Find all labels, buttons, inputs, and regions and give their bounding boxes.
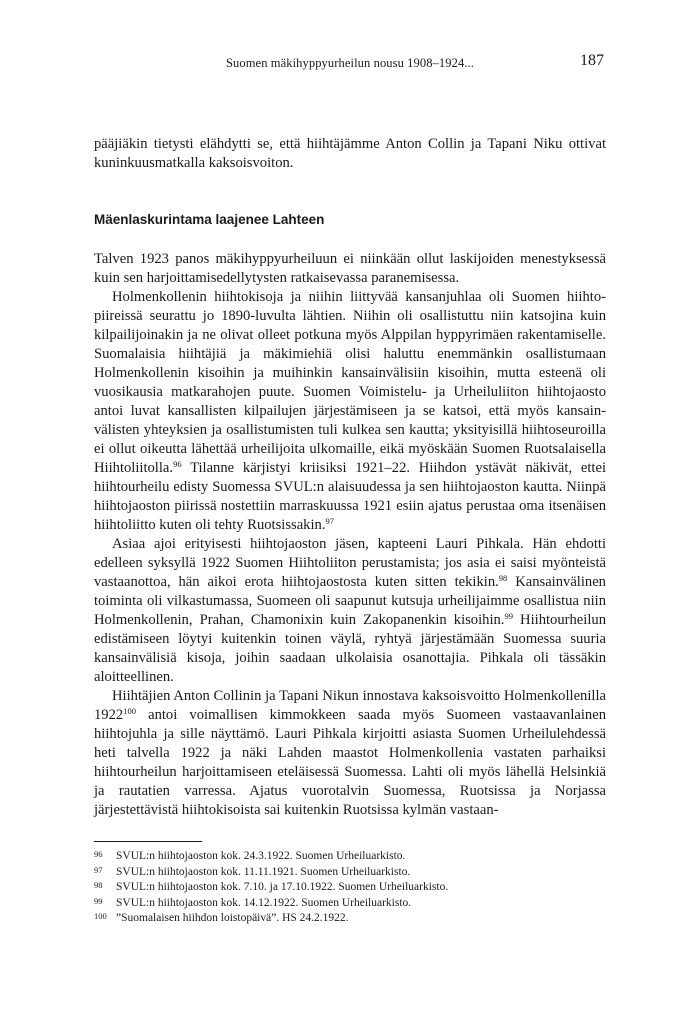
- paragraph-text: Kansainvälinen toiminta oli vilkastumassa, Suomeen oli saapunut kutsuja urheilijaimme osallistua niin Holmenkollenin, Prahan, Chamonixin kuin Zakopanenkin kisoihin.: [94, 574, 606, 628]
- footnote: [94, 911, 606, 927]
- footnote-number: 96: [94, 849, 103, 859]
- section-heading: Mäenlaskurintama laajenee Lahteen: [94, 212, 325, 227]
- footnote-text: SVUL:n hiihtojaoston kok. 11.11.1921. Suomen Urheiluarkisto.: [116, 865, 411, 878]
- footnotes: [94, 849, 606, 927]
- footnote-number: 100: [94, 911, 107, 921]
- body-text: [94, 135, 606, 820]
- running-header: [94, 52, 606, 74]
- paragraph: Talven 1923 panos mäkihyppyurheiluun ei niinkään ollut laskijoiden menestyksessä kuin sen harjoittamisedellytysten ratkaisevassa paranemisessa.: [94, 251, 606, 286]
- footnote: [94, 849, 606, 865]
- footnote-ref-96[interactable]: 96: [173, 459, 182, 469]
- footnote-number: 99: [94, 895, 103, 906]
- footnote-ref-98[interactable]: 98: [498, 573, 508, 583]
- paragraph-text: antoi voimallisen kimmokkeen saada myös Suomeen vastaavanlainen hiihtojuhla ja sille näyttämö. Lauri Pihkala kirjoitti asiasta Suomen Urheilulehdessä heti talvella 1922 ja näki Lahden maastot Holmenkollenia vastaten parhaiksi hiihtourheilun harjoittamiseen eteläisessä Suomessa. Lahti oli myös lähellä Helsinkiä ja rautatien varressa. Ajatus vuorotalvin Suomessa, Ruotsissa ja Norjassa järjestettävistä hiihtokisoista sai kuitenkin Ruotsissa kylmän vastaan-: [94, 707, 606, 818]
- paragraph-text: Hiihtäjien Anton Collinin ja Tapani Nikun innostava kaksoisvoitto Holmenkollenilla 1922: [94, 688, 606, 723]
- paragraph-text: Tilanne kärjistyi kriisiksi 1921–22. Hiihdon ystävät näkivät, ettei hiihtourheilu edisty Suomessa SVUL:n alaisuudessa ja sen hiihtojaoston kautta. Niinpä hiihtojaoston piirissä nostettiin marraskuussa 1921 esiin ajatus perustaa oma itsenäisen hiihtoliitto kuten oli tehty Ruotsissakin.: [94, 460, 606, 533]
- paragraph-text: Holmenkollenin hiihtokisoja ja niihin liittyvää kansanjuhlaa oli Suomen hiihtopiireissä seurattu jo 1890-luvulta lähtien. Niihin oli osallistuttu niin katsojina kuin kilpailijoinakin ja ne olivat olleet potkuna myös Alppilan hyppyrimäen rakentamiselle. Suomalaisia hiihtäjiä ja mäkimiehiä olisi haluttu enemmänkin osallistumaan Holmenkollenin kisoihin ja muihinkin kansainvälisiin kisoihin, mutta esteenä oli vuosikausia matkarahojen puute. Suomen Voimistelu- ja Urheiluliiton hiihtojaosto antoi luvat kansallisten kilpailujen järjestämiseen ja se katsoi, että myös kansainvälisten yhteyksien ja osallistumisten tuli kulkea sen kautta; yksityisillä hiihtoseuroilla ei ollut oikeutta lähettää urheilijoita ulkomaille, eikä myöskään Suomen Ruotsalaisella Hiihtoliitolla.: [94, 289, 606, 476]
- paragraph: [94, 288, 606, 535]
- footnote-ref-97[interactable]: 97: [325, 516, 334, 526]
- footnote-text: SVUL:n hiihtojaoston kok. 24.3.1922. Suomen Urheiluarkisto.: [116, 850, 406, 862]
- paragraph: [94, 687, 606, 820]
- footnote-text: ”Suomalaisen hiihdon loistopäivä”. HS 24.2.1922.: [116, 912, 349, 924]
- paragraph-continued: pääjiäkin tietysti elähdytti se, että hiihtäjämme Anton Collin ja Tapani Niku ottivat kuninkuusmatkalla kaksoisvoiton.: [94, 136, 606, 171]
- footnote-text: SVUL:n hiihtojaoston kok. 7.10. ja 17.10.1922. Suomen Urheiluarkisto.: [116, 881, 449, 893]
- footnote-number: 97: [94, 864, 103, 875]
- footnote: [94, 880, 606, 896]
- footnote: [94, 865, 606, 881]
- footnote: [94, 896, 606, 912]
- footnote-divider: [94, 841, 202, 842]
- footnote-ref-99[interactable]: 99: [504, 611, 513, 621]
- page-number: 187: [580, 52, 604, 69]
- footnote-number: 98: [94, 880, 103, 890]
- paragraph-text: Asiaa ajoi erityisesti hiihtojaoston jäsen, kapteeni Lauri Pihkala. Hän ehdotti edelleen syksyllä 1922 Suomen Hiihtoliiton perustamista; jos asia ei saisi myönteistä vastaanottoa, hän aikoi erota hiihtojaostosta kuten sitten tekikin.: [94, 536, 606, 590]
- footnote-text: SVUL:n hiihtojaoston kok. 14.12.1922. Suomen Urheiluarkisto.: [116, 896, 412, 909]
- running-title: Suomen mäkihyppyurheilun nousu 1908–1924...: [225, 56, 475, 70]
- paragraph-text: Hiihtourheilun edistämiseen löytyi kuitenkin toinen väylä, ryhtyä järjestämään Suomessa suuria kansainvälisiä kisoja, joihin saadaan ulkolaisia osanottajia. Pihkala oli tässäkin aloitteellinen.: [94, 612, 606, 685]
- paragraph: [94, 535, 606, 687]
- footnote-ref-100[interactable]: 100: [123, 706, 136, 716]
